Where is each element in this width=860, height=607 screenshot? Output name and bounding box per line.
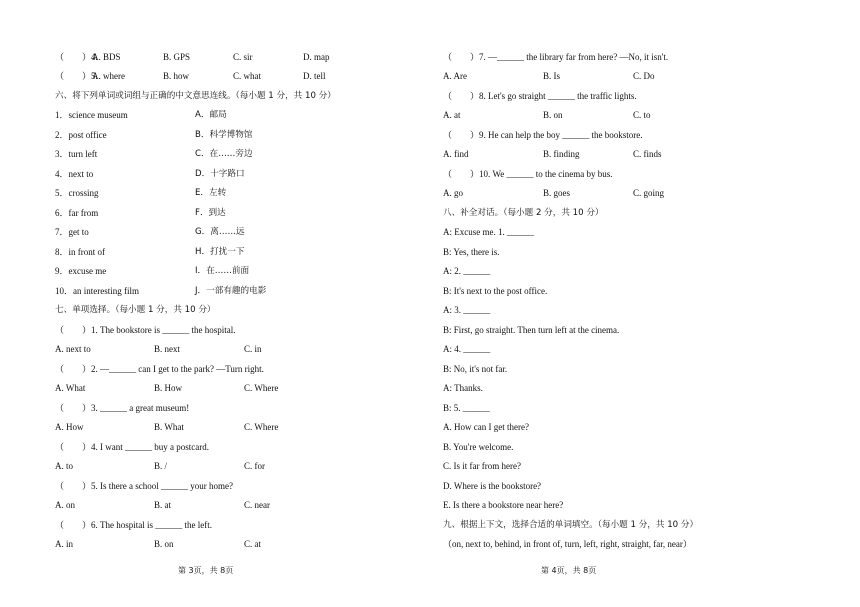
options-row	[55, 382, 425, 394]
option-a: A. What	[55, 383, 86, 393]
question-stem: （ ）4. I want ______ buy a postcard.	[55, 442, 209, 452]
dialogue-option: E. Is there a bookstore near here?	[443, 500, 564, 510]
option-c: C. near	[244, 500, 270, 510]
options-row	[55, 421, 425, 433]
option-c: C. Do	[633, 71, 655, 81]
matching-english: 3．turn left	[55, 149, 98, 159]
matching-english: 4．next to	[55, 169, 94, 179]
dialogue-line: A: 4. ______	[443, 344, 491, 354]
matching-row	[55, 226, 425, 238]
matching-english: 7．get to	[55, 227, 89, 237]
matching-english: 8．in front of	[55, 247, 105, 257]
option-a: A. BDS	[92, 52, 121, 62]
section-7-title: 七、单项选择。（每小题 1 分，共 10 分）	[55, 305, 216, 315]
section-9-title: 九、根据上下文，选择合适的单词填空。（每小题 1 分，共 10 分）	[443, 520, 699, 530]
option-b: B. finding	[543, 149, 580, 159]
dialogue-line: A: 2. ______	[443, 266, 491, 276]
option-c: C. Where	[244, 383, 279, 393]
matching-chinese: G．离……远	[195, 227, 245, 237]
question-row	[55, 70, 425, 82]
matching-english: 2．post office	[55, 130, 107, 140]
matching-row	[55, 265, 425, 277]
word-bank: （on, next to, behind, in front of, turn, left, right, straight, far, near）	[443, 539, 692, 549]
matching-chinese: H．打扰一下	[195, 247, 245, 257]
option-c: C. to	[633, 110, 651, 120]
page-footer: 第 4页，共 8页	[541, 566, 597, 575]
option-c: C. sir	[233, 52, 253, 62]
question-stem: （ ）5. Is there a school ______ your home?	[55, 481, 233, 491]
question-stem: （ ）10. We ______ to the cinema by bus.	[443, 169, 613, 179]
matching-row	[55, 207, 425, 219]
dialogue-option: B. You're welcome.	[443, 442, 514, 452]
matching-english: 10．an interesting film	[55, 286, 139, 296]
option-b: B. at	[154, 500, 171, 510]
dialogue-line: B: First, go straight. Then turn left at the cinema.	[443, 325, 620, 335]
option-c: C. for	[244, 461, 265, 471]
matching-english: 1．science museum	[55, 110, 128, 120]
option-b: B. What	[154, 422, 184, 432]
options-row	[55, 343, 425, 355]
option-a: A. Are	[443, 71, 467, 81]
options-row	[443, 70, 843, 82]
option-b: B. next	[154, 344, 180, 354]
dialogue-line: B: 5. ______	[443, 403, 490, 413]
option-b: B. on	[543, 110, 563, 120]
dialogue-option: A. How can I get there?	[443, 422, 529, 432]
option-b: B. /	[154, 461, 168, 471]
question-stem: （ ）6. The hospital is ______ the left.	[55, 520, 212, 530]
page-footer: 第 3页，共 8页	[178, 566, 234, 575]
options-row	[55, 499, 425, 511]
dialogue-option: C. Is it far from here?	[443, 461, 521, 471]
option-b: B. GPS	[163, 52, 191, 62]
matching-english: 6．far from	[55, 208, 99, 218]
option-b: B. how	[163, 71, 190, 81]
matching-row	[55, 148, 425, 160]
option-a: A. next to	[55, 344, 91, 354]
question-stem: （ ）9. He can help the boy ______ the bookstore.	[443, 130, 643, 140]
option-a: A. in	[55, 539, 73, 549]
option-a: A. find	[443, 149, 469, 159]
matching-row	[55, 187, 425, 199]
option-a: A. go	[443, 188, 463, 198]
option-a: A. to	[55, 461, 73, 471]
matching-row	[55, 285, 425, 297]
dialogue-line: B: It's next to the post office.	[443, 286, 548, 296]
question-number: （ ）5.	[55, 71, 98, 81]
options-row	[55, 538, 425, 550]
matching-chinese: D．十字路口	[195, 169, 245, 179]
options-row	[55, 460, 425, 472]
matching-english: 5．crossing	[55, 188, 99, 198]
dialogue-line: B: No, it's not far.	[443, 364, 508, 374]
matching-chinese: E．左转	[195, 188, 227, 198]
option-c: C. in	[244, 344, 262, 354]
section-8-title: 八、补全对话。（每小题 2 分，共 10 分）	[443, 208, 604, 218]
question-stem: （ ）1. The bookstore is ______ the hospital.	[55, 325, 236, 335]
matching-english: 9．excuse me	[55, 266, 107, 276]
matching-chinese: J．一部有趣的电影	[195, 286, 267, 296]
question-row	[55, 51, 425, 63]
matching-row	[55, 246, 425, 258]
option-a: A. How	[55, 422, 84, 432]
options-row	[443, 148, 843, 160]
dialogue-option: D. Where is the bookstore?	[443, 481, 542, 491]
option-c: C. at	[244, 539, 261, 549]
section-6-title: 六、将下列单词或词组与正确的中文意思连线。（每小题 1 分，共 10 分）	[55, 91, 336, 101]
matching-chinese: F．到达	[195, 208, 226, 218]
option-c: C. Where	[244, 422, 279, 432]
option-a: A. where	[92, 71, 125, 81]
option-d: D. tell	[303, 71, 326, 81]
option-a: A. on	[55, 500, 75, 510]
option-c: C. what	[233, 71, 261, 81]
options-row	[443, 187, 843, 199]
options-row	[443, 109, 843, 121]
matching-row	[55, 109, 425, 121]
matching-chinese: B．科学博物馆	[195, 130, 253, 140]
matching-row	[55, 129, 425, 141]
option-c: C. going	[633, 188, 665, 198]
matching-row	[55, 168, 425, 180]
dialogue-line: A: Thanks.	[443, 383, 483, 393]
question-number: （ ）4.	[55, 52, 98, 62]
matching-chinese: A．邮局	[195, 110, 227, 120]
question-stem: （ ）8. Let's go straight ______ the traffic lights.	[443, 91, 637, 101]
question-stem: （ ）7. —______ the library far from here? —No, it isn't.	[443, 52, 669, 62]
right-page	[430, 0, 860, 607]
option-b: B. How	[154, 383, 183, 393]
dialogue-line: A: 3. ______	[443, 305, 491, 315]
option-d: D. map	[303, 52, 330, 62]
option-b: B. on	[154, 539, 174, 549]
question-stem: （ ）2. —______ can I get to the park? —Turn right.	[55, 364, 264, 374]
option-b: B. Is	[543, 71, 561, 81]
matching-chinese: I．在……前面	[195, 266, 250, 276]
option-c: C. finds	[633, 149, 662, 159]
question-stem: （ ）3. ______ a great museum!	[55, 403, 190, 413]
dialogue-line: B: Yes, there is.	[443, 247, 500, 257]
option-a: A. at	[443, 110, 461, 120]
dialogue-line: A: Excuse me. 1. ______	[443, 227, 534, 237]
matching-chinese: C．在……旁边	[195, 149, 253, 159]
option-b: B. goes	[543, 188, 570, 198]
